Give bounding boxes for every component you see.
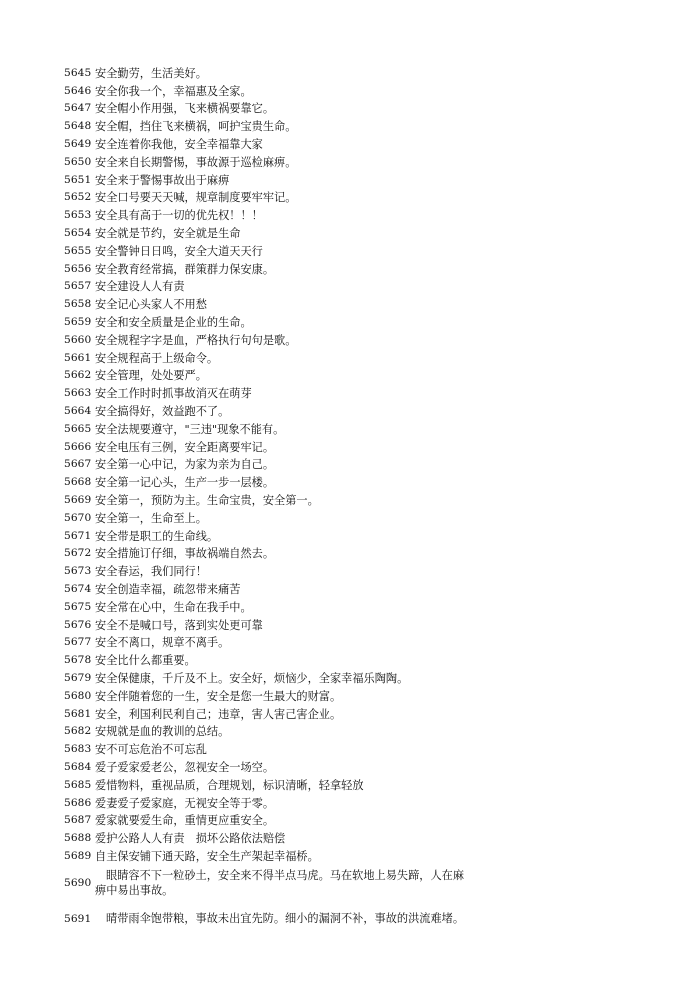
- entry-text: 安全来于警惕事故出于麻痹: [95, 173, 230, 187]
- entry-text: 爱妻爱子爱家庭，无视安全等于零。: [95, 796, 275, 810]
- list-item: [64, 189, 464, 207]
- entry-number: 5684: [64, 760, 92, 773]
- list-item: [64, 260, 464, 278]
- list-item: [64, 651, 464, 669]
- list-item: [64, 527, 464, 545]
- entry-number: 5651: [64, 173, 92, 186]
- entry-number: 5645: [64, 66, 92, 79]
- entry-text: 安全比什么都重要。: [95, 654, 196, 668]
- list-item: [64, 420, 464, 438]
- list-item: [64, 865, 464, 901]
- entry-text: 眼睛容不下一粒砂土，安全来不得半点马虎。马在软地上易失蹄，人在麻痹中易出事故。: [95, 868, 465, 897]
- entry-number: 5669: [64, 494, 92, 507]
- entry-text: 安全记心头家人不用愁: [95, 298, 207, 312]
- entry-number: 5690: [64, 876, 92, 889]
- entry-number: 5685: [64, 778, 92, 791]
- entry-text: 安全工作时时抓事故消灭在萌芽: [95, 387, 252, 401]
- entry-number: 5691: [64, 912, 92, 925]
- entry-number: 5681: [64, 707, 92, 720]
- entry-text: 安全规程高于上级命令。: [95, 351, 219, 365]
- entry-text: 安全法规要遵守，"三违"现象不能有。: [95, 422, 285, 436]
- entry-text: 安全常在心中，生命在我手中。: [95, 600, 252, 614]
- list-item: [64, 562, 464, 580]
- list-item: [64, 117, 464, 135]
- list-item: [64, 687, 464, 705]
- entry-text: 安全就是节约，安全就是生命: [95, 227, 241, 241]
- entry-number: 5652: [64, 191, 92, 204]
- list-item: [64, 509, 464, 527]
- entry-number: 5663: [64, 387, 92, 400]
- list-item: [64, 367, 464, 385]
- entry-text: 自主保安铺下通天路，安全生产架起幸福桥。: [95, 849, 319, 863]
- entry-text: 安全建设人人有责: [95, 280, 185, 294]
- entry-number: 5676: [64, 618, 92, 631]
- list-item: [64, 242, 464, 260]
- entry-text: 安全警钟日日鸣，安全大道天天行: [95, 244, 263, 258]
- entry-text: 安全教育经常搞，群策群力保安康。: [95, 262, 275, 276]
- entry-text: 安全连着你我他，安全幸福靠大家: [95, 138, 263, 152]
- entry-text: 安全春运，我们同行！: [95, 565, 207, 579]
- entry-number: 5675: [64, 600, 92, 613]
- entry-number: 5673: [64, 565, 92, 578]
- list-item: [64, 473, 464, 491]
- entry-number: 5680: [64, 689, 92, 702]
- entry-number: 5668: [64, 476, 92, 489]
- list-item: [64, 135, 464, 153]
- list-item: [64, 491, 464, 509]
- entry-number: 5658: [64, 298, 92, 311]
- list-item: [64, 206, 464, 224]
- list-item: [64, 616, 464, 634]
- list-item: [64, 64, 464, 82]
- entry-text: 安全伴随着您的一生，安全是您一生最大的财富。: [95, 689, 342, 703]
- list-item: [64, 794, 464, 812]
- entry-text: 安全具有高于一切的优先权！！！: [95, 209, 263, 223]
- entry-text: 安全搞得好，效益跑不了。: [95, 405, 230, 419]
- list-item: [64, 545, 464, 563]
- entry-number: 5665: [64, 422, 92, 435]
- list-item: [64, 171, 464, 189]
- list-item: [64, 278, 464, 296]
- entry-number: 5674: [64, 583, 92, 595]
- list-item: [64, 438, 464, 456]
- entry-number: 5689: [64, 849, 92, 862]
- entry-text: 安全不离口，规章不离手。: [95, 636, 230, 650]
- entry-number: 5670: [64, 511, 92, 524]
- entry-text: 安全规程字字是血，严格执行句句是歌。: [95, 333, 297, 347]
- entry-number: 5661: [64, 351, 92, 364]
- list-item: [64, 722, 464, 740]
- list-item: [64, 740, 464, 758]
- entry-number: 5656: [64, 262, 92, 275]
- entry-number: 5650: [64, 155, 92, 168]
- entry-number: 5646: [64, 84, 92, 97]
- list-item: [64, 384, 464, 402]
- entry-number: 5649: [64, 138, 92, 151]
- entry-number: 5659: [64, 316, 92, 329]
- entry-text: 安全帽小作用强，飞来横祸要靠它。: [95, 102, 275, 116]
- entry-text: 安全你我一个，幸福惠及全家。: [95, 84, 252, 98]
- entry-number: 5653: [64, 209, 92, 222]
- entry-number: 5679: [64, 671, 92, 684]
- entry-number: 5657: [64, 280, 92, 293]
- list-item: [64, 100, 464, 118]
- entry-text-block: [95, 911, 464, 926]
- entry-number: 5672: [64, 547, 92, 560]
- entry-text: 安全和安全质量是企业的生命。: [95, 316, 252, 330]
- entry-number: 5655: [64, 244, 92, 257]
- list-item: [64, 829, 464, 847]
- entry-text: 晴带雨伞饱带粮，事故未出宜先防。细小的漏洞不补，事故的洪流难堵。: [106, 912, 465, 926]
- entry-number: 5686: [64, 796, 92, 809]
- list-item: [64, 82, 464, 100]
- entry-text: 安全电压有三例，安全距离要牢记。: [95, 440, 275, 454]
- list-item: [64, 580, 464, 598]
- entry-text: 安全勤劳，生活美好。: [95, 66, 207, 80]
- entry-number: 5682: [64, 725, 92, 738]
- entry-text: 安全第一，生命至上。: [95, 511, 207, 525]
- list-item: [64, 705, 464, 723]
- list-item: [64, 295, 464, 313]
- list-item: [64, 901, 464, 937]
- entry-text: 安全管理，处处要严。: [95, 369, 207, 383]
- entry-number: 5683: [64, 743, 92, 756]
- entry-text: 爱家就要爱生命，重情更应重安全。: [95, 814, 275, 828]
- entry-text: 安全不是喊口号，落到实处更可靠: [95, 618, 263, 632]
- list-item: [64, 598, 464, 616]
- list-item: [64, 456, 464, 474]
- list-item: [64, 224, 464, 242]
- entry-text: 安全创造幸福，疏忽带来痛苦: [95, 583, 241, 596]
- list-item: [64, 331, 464, 349]
- list-item: [64, 313, 464, 331]
- entry-text: 安规就是血的教训的总结。: [95, 725, 230, 739]
- entry-number: 5671: [64, 529, 92, 542]
- entry-text: 爱护公路人人有责 损坏公路依法赔偿: [95, 832, 286, 846]
- entry-text: 安不可忘危治不可忘乱: [95, 743, 207, 757]
- list-item: [64, 349, 464, 367]
- entry-text: 爱惜物料，重视品质，合理规划，标识清晰，轻拿轻放: [95, 778, 364, 792]
- entry-number: 5660: [64, 333, 92, 346]
- entry-text: 安全保健康，千斤及不上。安全好，烦恼少，全家幸福乐陶陶。: [95, 671, 409, 685]
- entry-text: 安全措施订仔细，事故祸端自然去。: [95, 547, 275, 561]
- entry-text-block: [95, 868, 464, 898]
- entry-text: 爱子爱家爱老公，忽视安全一场空。: [95, 760, 275, 774]
- entry-number: 5664: [64, 405, 92, 418]
- entry-text: 安全第一，预防为主。生命宝贵，安全第一。: [95, 494, 319, 508]
- entry-number: 5667: [64, 458, 92, 471]
- entry-text: 安全，利国利民利自己；违章，害人害己害企业。: [95, 707, 342, 721]
- slogan-list: [64, 64, 464, 937]
- list-item: [64, 811, 464, 829]
- entry-text: 安全帽，挡住飞来横祸，呵护宝贵生命。: [95, 120, 297, 134]
- list-item: [64, 153, 464, 171]
- list-item: [64, 669, 464, 687]
- entry-number: 5647: [64, 102, 92, 115]
- entry-number: 5688: [64, 832, 92, 845]
- entry-number: 5687: [64, 814, 92, 827]
- entry-text: 安全第一记心头，生产一步一层楼。: [95, 476, 275, 490]
- entry-number: 5654: [64, 227, 92, 240]
- list-item: [64, 634, 464, 652]
- entry-number: 5678: [64, 654, 92, 667]
- entry-number: 5666: [64, 440, 92, 453]
- list-item: [64, 776, 464, 794]
- entry-number: 5648: [64, 120, 92, 133]
- entry-number: 5662: [64, 369, 92, 382]
- list-item: [64, 758, 464, 776]
- entry-text: 安全第一心中记，为家为亲为自己。: [95, 458, 275, 472]
- entry-number: 5677: [64, 636, 92, 649]
- entry-text: 安全口号要天天喊，规章制度要牢牢记。: [95, 191, 297, 205]
- list-item: [64, 402, 464, 420]
- entry-text: 安全来自长期警惕，事故源于巡检麻痹。: [95, 155, 297, 169]
- entry-text: 安全带是职工的生命线。: [95, 529, 219, 543]
- list-item: [64, 847, 464, 865]
